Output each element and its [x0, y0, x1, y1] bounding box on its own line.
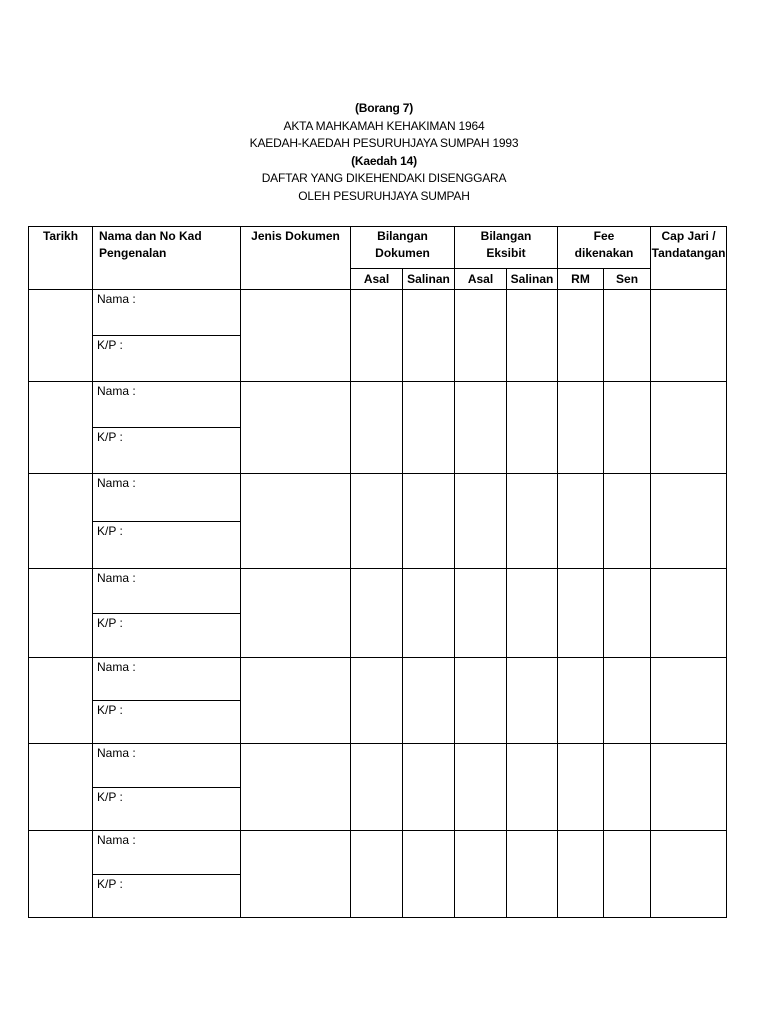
fee-sen-cell[interactable]	[604, 382, 651, 474]
jenis-dokumen-cell[interactable]	[241, 569, 351, 658]
header-bilangan-dokumen: Bilangan Dokumen	[351, 227, 455, 269]
fee-sen-cell[interactable]	[604, 569, 651, 658]
table-row	[29, 831, 727, 918]
nama-field[interactable]	[93, 744, 240, 788]
nama-label: Nama :	[97, 571, 136, 585]
tarikh-cell[interactable]	[29, 290, 93, 382]
dokumen-asal-cell[interactable]	[351, 658, 403, 744]
header-bilangan-eksibit: Bilangan Eksibit	[455, 227, 558, 269]
dokumen-salinan-cell[interactable]	[403, 382, 455, 474]
kp-field[interactable]	[93, 336, 240, 381]
cap-jari-cell[interactable]	[651, 382, 727, 474]
table-row	[29, 658, 727, 744]
fee-sen-cell[interactable]	[604, 474, 651, 569]
jenis-dokumen-cell[interactable]	[241, 658, 351, 744]
nama-label: Nama :	[97, 833, 136, 847]
dokumen-asal-cell[interactable]	[351, 290, 403, 382]
eksibit-salinan-cell[interactable]	[507, 744, 558, 831]
jenis-dokumen-cell[interactable]	[241, 831, 351, 918]
table-row	[29, 474, 727, 569]
register-subtitle: OLEH PESURUHJAYA SUMPAH	[298, 188, 470, 203]
act-title: AKTA MAHKAMAH KEHAKIMAN 1964	[283, 118, 485, 133]
eksibit-salinan-cell[interactable]	[507, 474, 558, 569]
header-tarikh: Tarikh	[29, 227, 93, 290]
nama-field[interactable]	[93, 290, 240, 336]
nama-label: Nama :	[97, 476, 136, 490]
table-row	[29, 382, 727, 474]
fee-sen-cell[interactable]	[604, 744, 651, 831]
subheader-salinan: Salinan	[403, 269, 455, 290]
fee-rm-cell[interactable]	[558, 569, 604, 658]
eksibit-asal-cell[interactable]	[455, 290, 507, 382]
dokumen-asal-cell[interactable]	[351, 744, 403, 831]
fee-sen-cell[interactable]	[604, 658, 651, 744]
dokumen-salinan-cell[interactable]	[403, 290, 455, 382]
rule-number: (Kaedah 14)	[351, 153, 417, 168]
tarikh-cell[interactable]	[29, 658, 93, 744]
nama-field[interactable]	[93, 831, 240, 875]
form-header	[0, 100, 768, 205]
kp-field[interactable]	[93, 788, 240, 831]
eksibit-salinan-cell[interactable]	[507, 290, 558, 382]
jenis-dokumen-cell[interactable]	[241, 382, 351, 474]
fee-sen-cell[interactable]	[604, 831, 651, 918]
header-fee: Fee dikenakan	[558, 227, 651, 269]
cap-jari-cell[interactable]	[651, 744, 727, 831]
fee-rm-cell[interactable]	[558, 744, 604, 831]
header-nama: Nama dan No Kad Pengenalan	[93, 227, 241, 290]
fee-rm-cell[interactable]	[558, 474, 604, 569]
eksibit-salinan-cell[interactable]	[507, 658, 558, 744]
dokumen-salinan-cell[interactable]	[403, 474, 455, 569]
register-title: DAFTAR YANG DIKEHENDAKI DISENGGARA	[261, 171, 507, 185]
subheader-rm: RM	[558, 269, 604, 290]
dokumen-salinan-cell[interactable]	[403, 744, 455, 831]
table-row	[29, 744, 727, 831]
kp-label: K/P :	[97, 523, 123, 538]
jenis-dokumen-cell[interactable]	[241, 474, 351, 569]
kp-label: K/P :	[97, 876, 123, 891]
jenis-dokumen-cell[interactable]	[241, 290, 351, 382]
cap-jari-cell[interactable]	[651, 831, 727, 918]
dokumen-asal-cell[interactable]	[351, 382, 403, 474]
fee-sen-cell[interactable]	[604, 290, 651, 382]
cap-jari-cell[interactable]	[651, 658, 727, 744]
rules-title: KAEDAH-KAEDAH PESURUHJAYA SUMPAH 1993	[249, 136, 519, 150]
header-cap-jari: Cap Jari / Tandatangan	[651, 227, 727, 290]
tarikh-cell[interactable]	[29, 569, 93, 658]
eksibit-asal-cell[interactable]	[455, 658, 507, 744]
kp-label: K/P :	[97, 789, 123, 804]
nama-label: Nama :	[97, 292, 136, 306]
subheader-sen: Sen	[604, 269, 651, 290]
kp-field[interactable]	[93, 522, 240, 569]
kp-label: K/P :	[97, 338, 123, 352]
tarikh-cell[interactable]	[29, 474, 93, 569]
nama-field[interactable]	[93, 569, 240, 614]
subheader-salinan: Salinan	[507, 269, 558, 290]
nama-label: Nama :	[97, 746, 136, 760]
nama-label: Nama :	[97, 384, 136, 398]
dokumen-asal-cell[interactable]	[351, 831, 403, 918]
cap-jari-cell[interactable]	[651, 569, 727, 658]
tarikh-cell[interactable]	[29, 831, 93, 918]
cap-jari-cell[interactable]	[651, 474, 727, 569]
nama-label: Nama :	[97, 660, 136, 674]
fee-rm-cell[interactable]	[558, 658, 604, 744]
eksibit-salinan-cell[interactable]	[507, 382, 558, 474]
jenis-dokumen-cell[interactable]	[241, 744, 351, 831]
eksibit-asal-cell[interactable]	[455, 474, 507, 569]
kp-label: K/P :	[97, 430, 123, 444]
dokumen-asal-cell[interactable]	[351, 569, 403, 658]
tarikh-cell[interactable]	[29, 744, 93, 831]
form-number: (Borang 7)	[354, 101, 413, 115]
kp-field[interactable]	[93, 428, 240, 473]
dokumen-salinan-cell[interactable]	[403, 658, 455, 744]
register-table	[28, 226, 727, 918]
eksibit-salinan-cell[interactable]	[507, 569, 558, 658]
kp-label: K/P :	[97, 615, 123, 630]
eksibit-asal-cell[interactable]	[455, 744, 507, 831]
eksibit-asal-cell[interactable]	[455, 831, 507, 918]
kp-field[interactable]	[93, 614, 240, 658]
header-jenis-dokumen: Jenis Dokumen	[241, 227, 351, 290]
fee-rm-cell[interactable]	[558, 290, 604, 382]
cap-jari-cell[interactable]	[651, 290, 727, 382]
dokumen-salinan-cell[interactable]	[403, 831, 455, 918]
nama-field[interactable]	[93, 382, 240, 428]
kp-field[interactable]	[93, 875, 240, 918]
eksibit-asal-cell[interactable]	[455, 569, 507, 658]
subheader-asal: Asal	[455, 269, 507, 290]
subheader-asal: Asal	[351, 269, 403, 290]
tarikh-cell[interactable]	[29, 382, 93, 474]
kp-label: K/P :	[97, 703, 123, 717]
fee-rm-cell[interactable]	[558, 382, 604, 474]
fee-rm-cell[interactable]	[558, 831, 604, 918]
table-row	[29, 569, 727, 658]
table-row	[29, 290, 727, 382]
dokumen-salinan-cell[interactable]	[403, 569, 455, 658]
dokumen-asal-cell[interactable]	[351, 474, 403, 569]
eksibit-asal-cell[interactable]	[455, 382, 507, 474]
nama-field[interactable]	[93, 474, 240, 522]
eksibit-salinan-cell[interactable]	[507, 831, 558, 918]
nama-field[interactable]	[93, 658, 240, 701]
kp-field[interactable]	[93, 701, 240, 743]
